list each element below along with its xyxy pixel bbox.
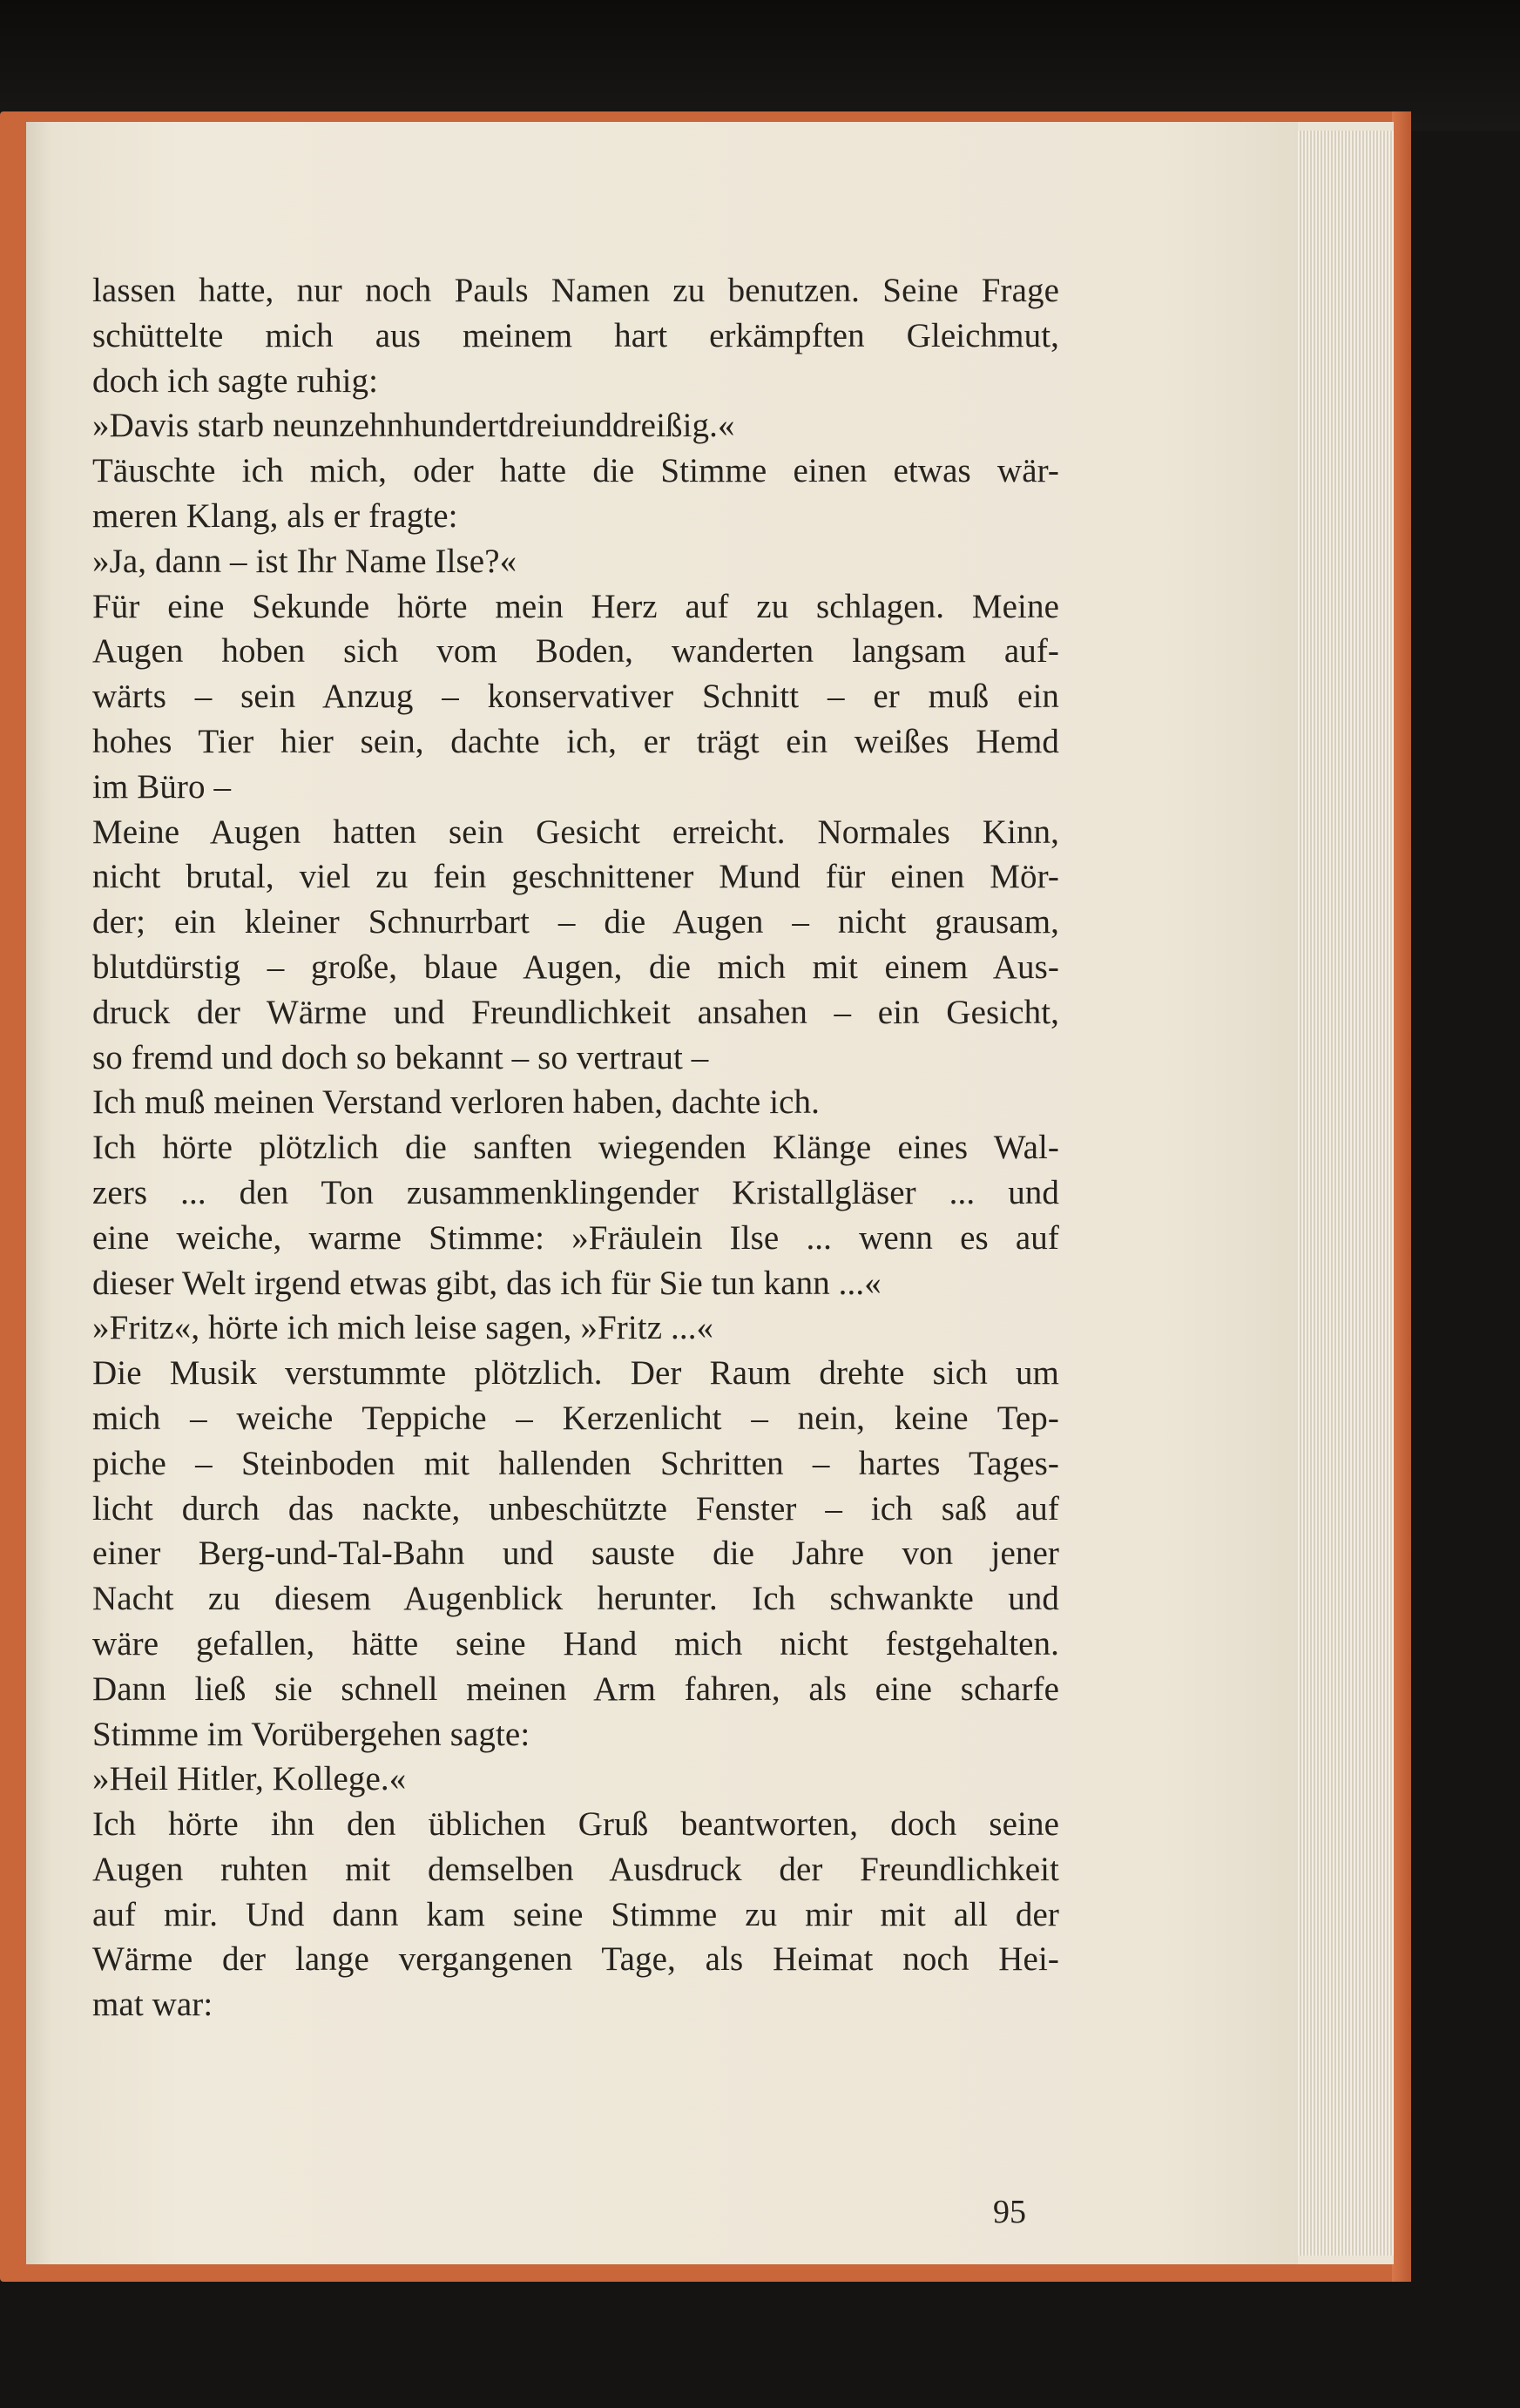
text-line: Ich hörte plötzlich die sanften wiegenden Klänge eines Wal-	[92, 1129, 1059, 1167]
page-edges	[1298, 131, 1394, 2256]
text-line: der; ein kleiner Schnurrbart – die Augen – nicht grausam,	[92, 903, 1059, 941]
text-line: piche – Steinboden mit hallenden Schritten – hartes Tages-	[92, 1444, 1059, 1482]
page-number: 95	[993, 2194, 1026, 2230]
text-line: blutdürstig – große, blaue Augen, die mich mit einem Aus-	[92, 948, 1059, 986]
page-body-text	[92, 268, 1059, 2027]
text-line: lassen hatte, nur noch Pauls Namen zu benutzen. Seine Frage	[92, 272, 1059, 309]
text-line: meren Klang, als er fragte:	[92, 496, 458, 535]
text-line: Nacht zu diesem Augenblick herunter. Ich schwankte und	[92, 1580, 1059, 1618]
text-line: zers ... den Ton zusammenklingender Kristallgläser ... und	[92, 1173, 1059, 1211]
text-line: »Heil Hitler, Kollege.«	[92, 1760, 407, 1798]
text-line: auf mir. Und dann kam seine Stimme zu mir mit all der	[92, 1895, 1059, 1933]
text-line: mich – weiche Teppiche – Kerzenlicht – nein, keine Tep-	[92, 1399, 1059, 1437]
text-line: hohes Tier hier sein, dachte ich, er trägt ein weißes Hemd	[92, 722, 1059, 760]
text-line: Wärme der lange vergangenen Tage, als Heimat noch Hei-	[92, 1940, 1059, 1979]
text-line: Ich muß meinen Verstand verloren haben, dachte ich.	[92, 1083, 820, 1122]
book-page-block	[26, 122, 1394, 2264]
text-line: wärts – sein Anzug – konservativer Schnitt – er muß ein	[92, 678, 1059, 716]
text-line: doch ich sagte ruhig:	[92, 361, 379, 400]
text-line: Die Musik verstummte plötzlich. Der Raum drehte sich um	[92, 1354, 1059, 1393]
text-line: Ich hörte ihn den üblichen Gruß beantworten, doch seine	[92, 1805, 1059, 1844]
text-line: wäre gefallen, hätte seine Hand mich nicht festgehalten.	[92, 1624, 1059, 1663]
text-line: Meine Augen hatten sein Gesicht erreicht. Normales Kinn,	[92, 813, 1059, 851]
text-line: so fremd und doch so bekannt – so vertraut –	[92, 1038, 709, 1076]
text-line: Augen hoben sich vom Boden, wanderten langsam auf-	[92, 632, 1059, 671]
text-line: Für eine Sekunde hörte mein Herz auf zu schlagen. Meine	[92, 587, 1059, 625]
text-line: Stimme im Vorübergehen sagte:	[92, 1715, 530, 1753]
book-cover-edge	[1392, 111, 1411, 2282]
text-line: druck der Wärme und Freundlichkeit ansahen – ein Gesicht,	[92, 993, 1059, 1031]
text-line: Dann ließ sie schnell meinen Arm fahren, als eine scharfe	[92, 1669, 1059, 1708]
text-line: dieser Welt irgend etwas gibt, das ich für Sie tun kann ...«	[92, 1264, 882, 1302]
text-line: eine weiche, warme Stimme: »Fräulein Ilse ... wenn es auf	[92, 1218, 1059, 1257]
text-line: Augen ruhten mit demselben Ausdruck der Freundlichkeit	[92, 1850, 1059, 1888]
text-line: im Büro –	[92, 767, 232, 806]
book-page	[26, 122, 1298, 2264]
text-line: »Ja, dann – ist Ihr Name Ilse?«	[92, 542, 517, 580]
text-line: Täuschte ich mich, oder hatte die Stimme einen etwas wär-	[92, 452, 1059, 490]
text-line: schüttelte mich aus meinem hart erkämpften Gleichmut,	[92, 316, 1059, 354]
text-line: mat war:	[92, 1986, 213, 2024]
text-line: licht durch das nackte, unbeschützte Fenster – ich saß auf	[92, 1489, 1059, 1528]
text-line: einer Berg-und-Tal-Bahn und sauste die Jahre von jener	[92, 1535, 1059, 1573]
text-line: nicht brutal, viel zu fein geschnittener Mund für einen Mör-	[92, 858, 1059, 896]
text-line: »Fritz«, hörte ich mich leise sagen, »Fritz ...«	[92, 1309, 714, 1347]
text-line: »Davis starb neunzehnhundertdreiunddreißig.«	[92, 407, 735, 445]
